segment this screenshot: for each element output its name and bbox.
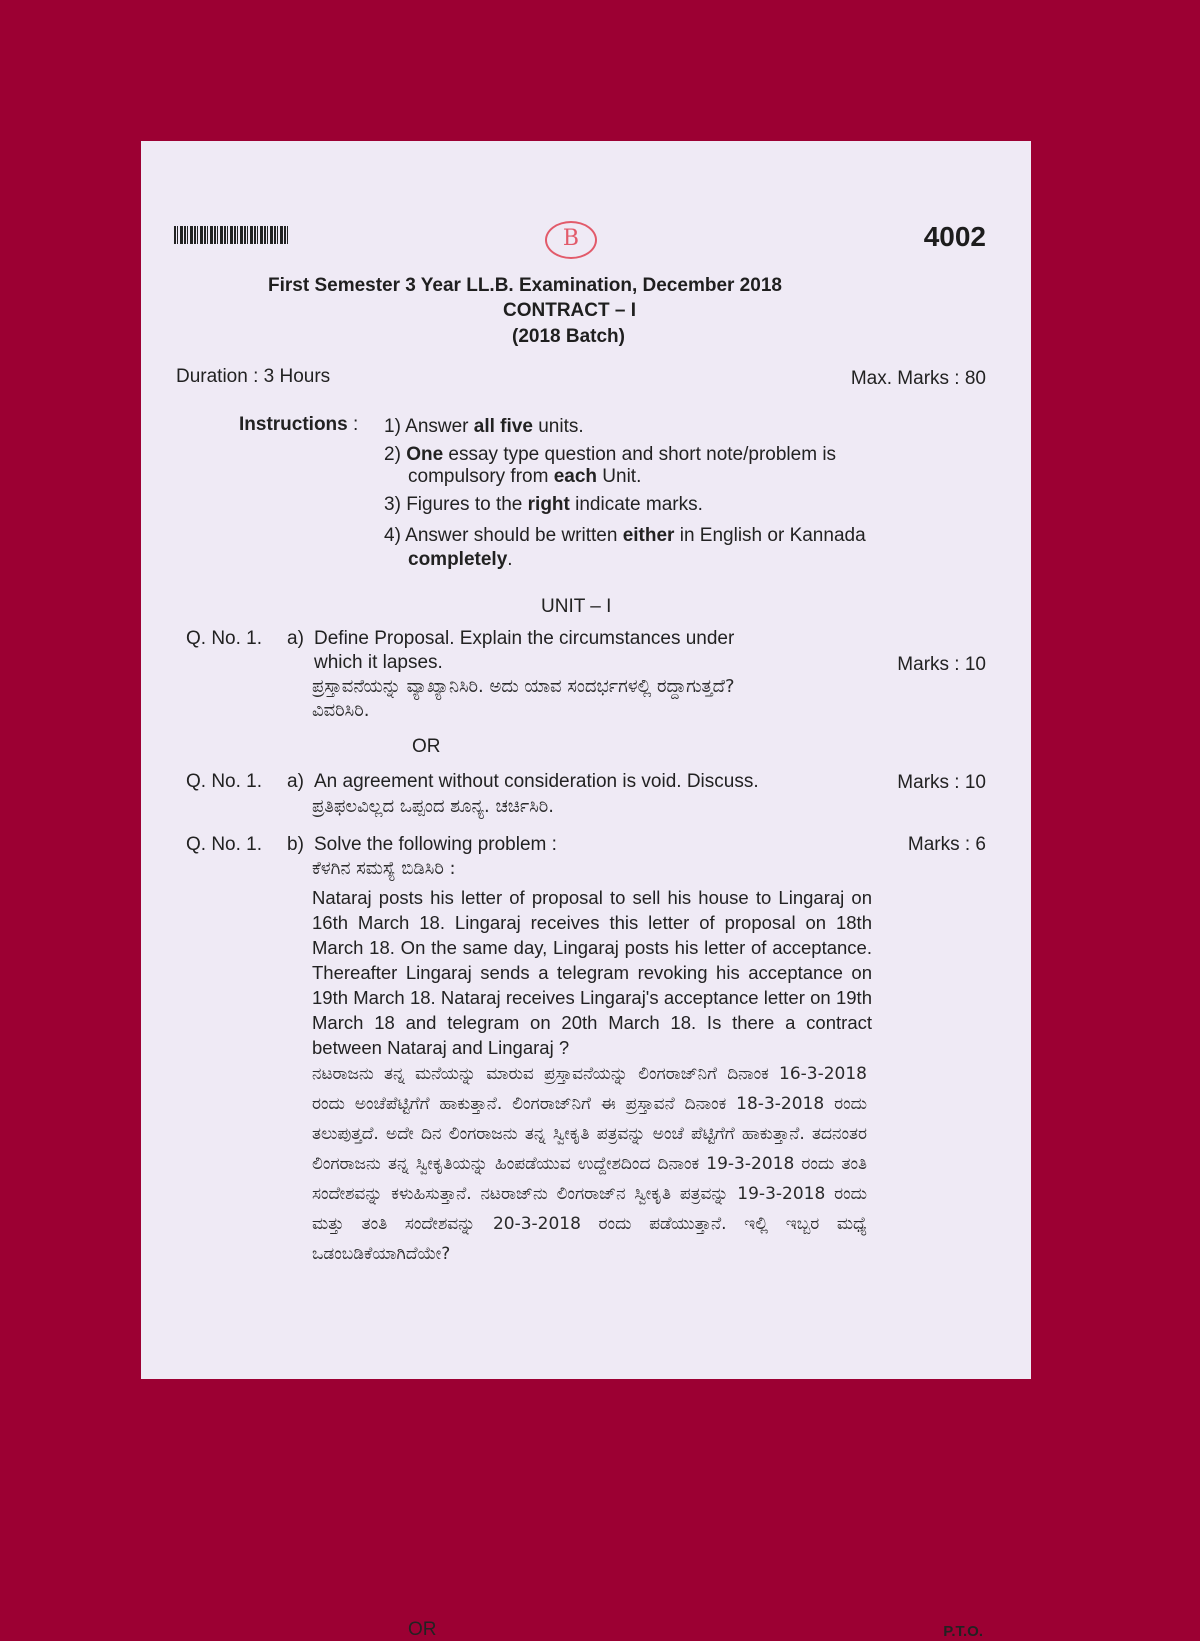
subject-title: CONTRACT – I — [503, 300, 636, 321]
or-divider: OR — [412, 736, 441, 757]
question-part: a) — [287, 628, 304, 649]
question-text: Solve the following problem : — [314, 834, 557, 855]
or-divider: OR — [408, 1619, 437, 1640]
question-text-kannada: ವಿವರಿಸಿರಿ. — [312, 700, 370, 721]
exam-paper-sheet — [141, 141, 1031, 1640]
paper-code: 4002 — [923, 221, 986, 252]
instruction-item: compulsory from each Unit. — [408, 466, 642, 487]
question-text-kannada: ಪ್ರಸ್ತಾವನೆಯನ್ನು ವ್ಯಾಖ್ಯಾನಿಸಿರಿ. ಅದು ಯಾವ ಸಂದರ್ಭಗಳಲ್ಲಿ ರದ್ದಾಗುತ್ತದೆ? — [312, 676, 735, 697]
instruction-item: completely. — [408, 549, 513, 570]
question-number: Q. No. 1. — [186, 771, 263, 792]
question-marks: Marks : 10 — [897, 772, 986, 793]
unit-heading: UNIT – I — [541, 596, 612, 617]
question-number: Q. No. 1. — [186, 628, 263, 649]
instructions-label: Instructions : — [239, 414, 359, 435]
question-text: which it lapses. — [314, 652, 443, 673]
question-marks: Marks : 10 — [897, 654, 986, 675]
question-part: a) — [287, 771, 304, 792]
instruction-item: 4) Answer should be written either in English or Kannada — [384, 525, 866, 546]
question-text: Define Proposal. Explain the circumstances under — [314, 628, 735, 649]
max-marks: Max. Marks : 80 — [850, 368, 986, 389]
problem-text-english: Nataraj posts his letter of proposal to sell his house to Lingaraj on 16th March 18. Lingaraj receives this letter of proposal on 18th March 18. On the same day, Lingaraj posts his letter of acceptance. Thereafter Lingaraj sends a telegram revoking his acceptance on 19th March 18. Nataraj receives Lingaraj's acceptance letter on 19th March 18 and telegram on 20th March 18. Is there a contract between Nataraj and Lingaraj ? — [312, 887, 872, 1058]
page-turn-note: P.T.O. — [943, 1623, 983, 1640]
batch-title: (2018 Batch) — [512, 326, 625, 347]
problem-text-kannada: ನಟರಾಜನು ತನ್ನ ಮನೆಯನ್ನು ಮಾರುವ ಪ್ರಸ್ತಾವನೆಯನ್ನು ಲಿಂಗರಾಜ್‌ನಿಗೆ ದಿನಾಂಕ 16-3-2018 ರಂದು ಅಂಚೆಪೆಟ್ಟಿಗೆಗೆ ಹಾಕುತ್ತಾನೆ. ಲಿಂಗರಾಜ್‌ನಿಗೆ ಈ ಪ್ರಸ್ತಾವನೆ ದಿನಾಂಕ 18-3-2018 ರಂದು ತಲುಪುತ್ತದೆ. ಅದೇ ದಿನ ಲಿಂಗರಾಜನು ತನ್ನ ಸ್ವೀಕೃತಿ ಪತ್ರವನ್ನು ಅಂಚೆ ಪೆಟ್ಟಿಗೆಗೆ ಹಾಕುತ್ತಾನೆ. ತದನಂತರ ಲಿಂಗರಾಜನು ತನ್ನ ಸ್ವೀಕೃತಿಯನ್ನು ಹಿಂಪಡೆಯುವ ಉದ್ದೇಶದಿಂದ ದಿನಾಂಕ 19-3-2018 ರಂದು ತಂತಿ ಸಂದೇಶವನ್ನು ಕಳುಹಿಸುತ್ತಾನೆ. ನಟರಾಜ್‌ನು ಲಿಂಗರಾಜ್‌ನ ಸ್ವೀಕೃತಿ ಪತ್ರವನ್ನು 19-3-2018 ರಂದು ಮತ್ತು ತಂತಿ ಸಂದೇಶವನ್ನು 20-3-2018 ರಂದು ಪಡೆಯುತ್ತಾನೆ. ಇಲ್ಲಿ ಇಬ್ಬರ ಮಧ್ಯೆ ಒಡಂಬಡಿಕೆಯಾಗಿದೆಯೇ? — [312, 1064, 867, 1264]
question-text-kannada: ಕೆಳಗಿನ ಸಮಸ್ಯೆ ಬಿಡಿಸಿರಿ : — [312, 858, 456, 879]
instruction-item: 3) Figures to the right indicate marks. — [384, 494, 703, 515]
exam-title: First Semester 3 Year LL.B. Examination, December 2018 — [268, 275, 782, 296]
question-marks: Marks : 6 — [907, 834, 986, 855]
duration: Duration : 3 Hours — [176, 366, 331, 387]
barcode-icon — [174, 226, 290, 244]
question-number: Q. No. 1. — [186, 834, 263, 855]
paper-set-stamp: B — [545, 221, 597, 259]
question-text: An agreement without consideration is void. Discuss. — [314, 771, 759, 792]
instruction-item: 1) Answer all five units. — [384, 416, 584, 437]
question-part: b) — [287, 834, 304, 855]
question-text-kannada: ಪ್ರತಿಫಲವಿಲ್ಲದ ಒಪ್ಪಂದ ಶೂನ್ಯ. ಚರ್ಚಿಸಿರಿ. — [312, 796, 554, 817]
instruction-item: 2) One essay type question and short note/problem is — [384, 444, 837, 465]
